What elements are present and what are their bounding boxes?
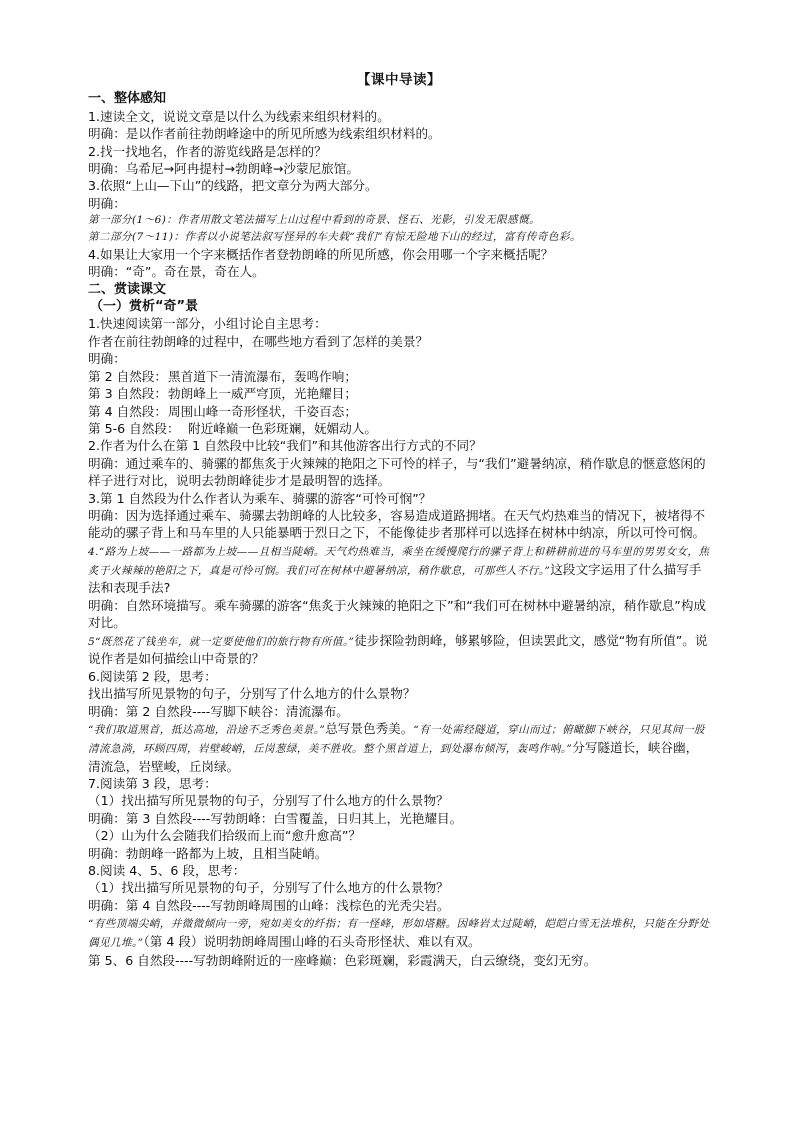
paragraph: 6.阅读第 2 段，思考： [88,668,217,684]
paragraph: 4.如果让大家用一个字来概括作者登勃朗峰的所见所感，你会用哪一个字来概括呢？ [88,246,554,262]
list-item: 第 4 自然段：周围山峰一奇形怪状，千姿百态； [88,403,357,419]
list-item: 第 2 自然段：黑首道下一清流瀑布，轰鸣作响； [88,368,357,384]
paragraph: 4.“路为上坡——一路都为上坡——且相当陡峭。天气灼热难当，乘坐在缓慢爬行的骡子背上和耕耕前进的马车里的男男女女，焦炙于火辣辣的艳阳之下，真是可怜可悯。我们可在树林中避暑纳凉，稍作歇息，可那些人不行。”这段文字运用了什么描写手法和表现手法? [88,545,710,596]
paragraph: 明确： [88,195,126,211]
paragraph: 明确：自然环境描写。乘车骑骡的游客“焦炙于火辣辣的艳阳之下”和“我们可在树林中避暑纳凉，稍作歇息”构成对比。 [88,597,707,631]
paragraph: 明确：第 4 自然段----写勃朗峰周围的山峰：浅棕色的光秃尖岩。 [88,897,450,913]
paragraph: 明确：乌希尼→阿冉提村→勃朗峰→沙蒙尼旅馆。 [88,161,359,177]
paragraph: （1）找出描写所见景物的句子，分别写了什么地方的什么景物？ [88,880,449,896]
paragraph: 明确：通过乘车的、骑骡的都焦炙于火辣辣的艳阳之下可怜的样子，与“我们”避暑纳凉，稍作歇息的惬意悠闲的样子进行对比，说明去勃朗峰徒步才是最明智的选择。 [88,455,706,489]
section-heading: 二、赏读课文 [88,281,167,297]
paragraph: 明确：“奇”。奇在景，奇在人。 [88,264,265,280]
paragraph: 明确：第 3 自然段----写勃朗峰：白雪覆盖，日归其上，光艳耀目。 [88,810,463,826]
paragraph: 作者在前往勃朗峰的过程中，在哪些地方看到了怎样的美景？ [88,333,429,349]
paragraph: 1.快速阅读第一部分，小组讨论自主思考： [88,316,327,332]
paragraph: 3.依照“上山—下山”的线路，把文章分为两大部分。 [88,178,378,194]
paragraph: “我们取道黑首，抵达高地，沿途不乏秀色美景。”总写景色秀美。“有一处需经隧道，穿山而过；俯瞰脚下峡谷，只见其间一股清流急淌，环顾四周，岩壁峻峭，丘岗葱绿，美不胜收。整个黑首道上，到处瀑布倾泻，轰鸣作响。”分写隧道长，峡谷幽，清流急，岩壁峻，丘岗绿。 [88,720,706,774]
paragraph: 1.速读全文，说说文章是以什么为线索来组织材料的。 [88,108,390,124]
paragraph: 8.阅读 4、5、6 段，思考： [88,863,246,879]
paragraph: 2.找一找地名，作者的游览线路是怎样的？ [88,143,327,159]
paragraph: 明确：是以作者前往勃朗峰途中的所见所感为线索组织材料的。 [88,126,441,142]
paragraph: 2.作者为什么在第 1 自然段中比较“我们”和其他游客出行方式的不同？ [88,438,482,454]
paragraph: 找出描写所见景物的句子，分别写了什么地方的什么景物？ [88,686,416,702]
paragraph: 3.第 1 自然段为什么作者认为乘车、骑骡的游客“可怜可悯”？ [88,490,432,506]
paragraph: 明确：第 2 自然段----写脚下峡谷：清流瀑布。 [88,703,349,719]
page-title: 【课中导读】 [357,72,441,88]
paragraph: （1）找出描写所见景物的句子，分别写了什么地方的什么景物？ [88,793,449,809]
subsection-heading: （一）赏析“奇”景 [90,299,199,315]
paragraph: （2）山为什么会随我们拾级而上而“愈升愈高”？ [88,828,361,844]
list-item: 第 5-6 自然段： 附近峰巅一色彩斑斓，妩媚动人。 [88,420,377,436]
paragraph: 明确：勃朗峰一路都为上坡，且相当陡峭。 [88,845,328,861]
paragraph: 5“既然花了钱坐车，就一定要使他们的旅行物有所值。”徒步探险勃朗峰，够累够险，但读罢此文，感觉“物有所值”。说说作者是如何描绘山中奇景的？ [88,632,708,667]
paragraph: “有些顶端尖峭，并微微倾向一旁，宛如美女的纤指；有一怪峰，形如塔糖。因峰岩太过陡峭，皑皑白雪无法堆积，只能在分野处偶见几堆。”（第 4 段）说明勃朗峰周围山峰的石头奇形怪状、难以有双。 [88,918,710,950]
paragraph: 明确： [88,351,126,367]
document-page [88,72,710,969]
section-heading: 一、整体感知 [88,91,167,107]
paragraph: 第一部分(1～6)：作者用散文笔法描写上山过程中看到的奇景、怪石、光影，引发无限感慨。 [88,214,541,227]
paragraph: 7.阅读第 3 段，思考： [88,775,217,791]
paragraph: 第 5、6 自然段----写勃朗峰附近的一座峰巅：色彩斑斓，彩霞满天，白云缭绕，变幻无穷。 [88,952,597,968]
list-item: 第 3 自然段：勃朗峰上一威严穹顶，光艳耀目； [88,386,357,402]
paragraph: 第二部分(7～11)：作者以小说笔法叙写怪异的车夫载“我们”有惊无险地下山的经过，富有传奇色彩。 [88,231,581,244]
paragraph: 明确：因为选择通过乘车、骑骡去勃朗峰的人比较多，容易造成道路拥堵。在天气灼热难当的情况下，被堵得不能动的骡子背上和马车里的人只能暴晒于烈日之下，不能像徒步者那样可以选择在树林中纳凉，所以可怜可悯。 [88,507,706,541]
